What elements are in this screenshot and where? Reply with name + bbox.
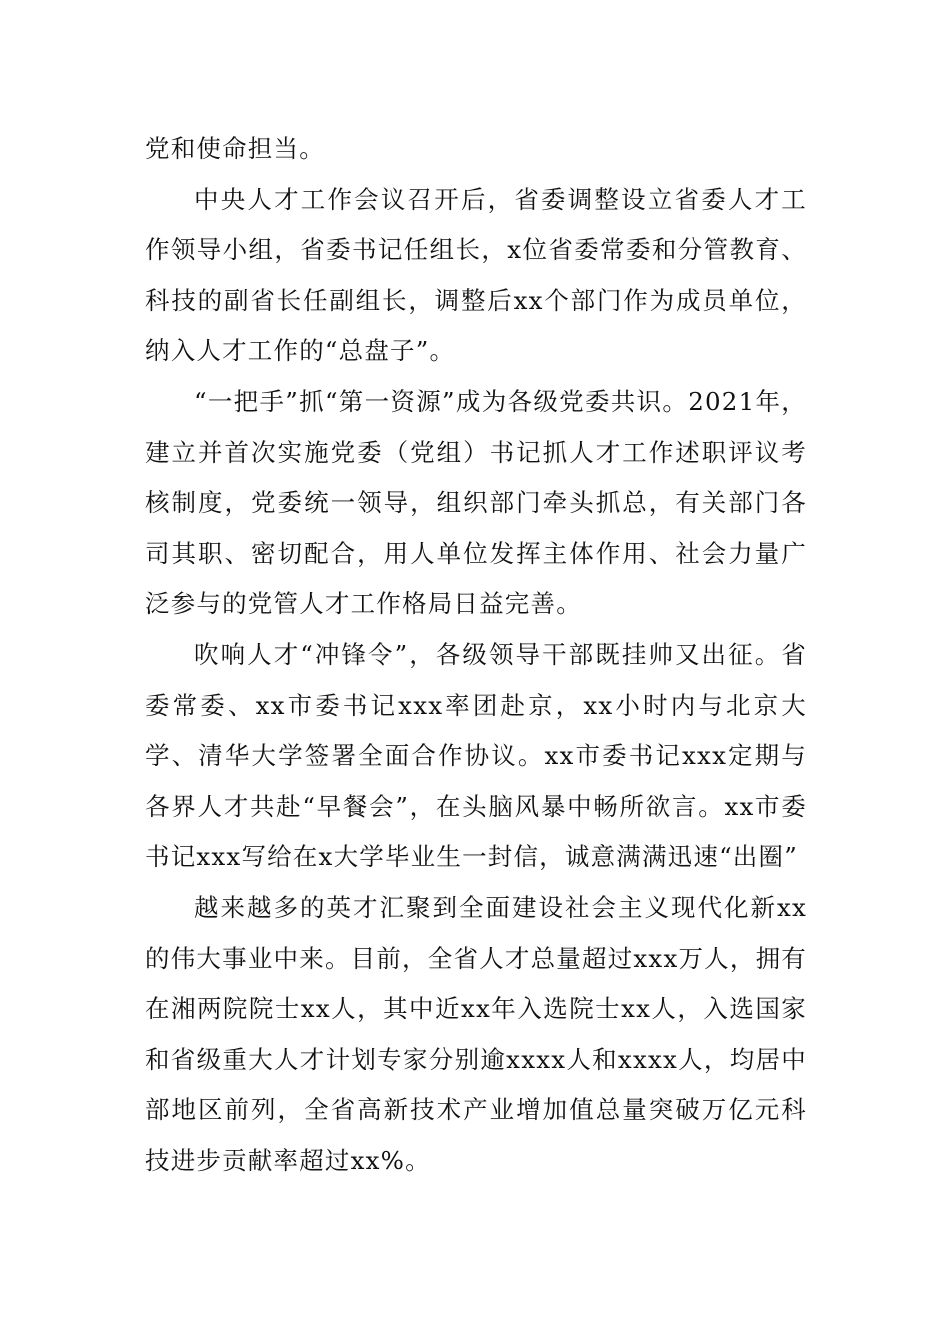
paragraph-1: 党和使命担当。: [145, 134, 325, 163]
document-body: [145, 124, 807, 1186]
paragraph-4: 吹响人才“冲锋令”，各级领导干部既挂帅又出征。省委常委、xx市委书记xxx率团赴京，xx小时内与北京大学、清华大学签署全面合作协议。xx市委书记xxx定期与各界人才共赴“早餐会”，在头脑风暴中畅所欲言。xx市委书记xxx写给在x大学毕业生一封信，诚意满满迅速“出圈”: [145, 639, 807, 872]
paragraph-2: 中央人才工作会议召开后，省委调整设立省委人才工作领导小组，省委书记任组长，x位省委常委和分管教育、科技的副省长任副组长，调整后xx个部门作为成员单位，纳入人才工作的“总盘子”。: [145, 184, 807, 366]
paragraph-3: “一把手”抓“第一资源”成为各级党委共识。2021年，建立并首次实施党委（党组）书记抓人才工作述职评议考核制度，党委统一领导，组织部门牵头抓总，有关部门各司其职、密切配合，用人单位发挥主体作用、社会力量广泛参与的党管人才工作格局日益完善。: [145, 386, 807, 619]
paragraph-5: 越来越多的英才汇聚到全面建设社会主义现代化新xx的伟大事业中来。目前，全省人才总量超过xxx万人，拥有在湘两院院士xx人，其中近xx年入选院士xx人，入选国家和省级重大人才计划专家分别逾xxxx人和xxxx人，均居中部地区前列，全省高新技术产业增加值总量突破万亿元科技进步贡献率超过xx%。: [145, 892, 807, 1175]
